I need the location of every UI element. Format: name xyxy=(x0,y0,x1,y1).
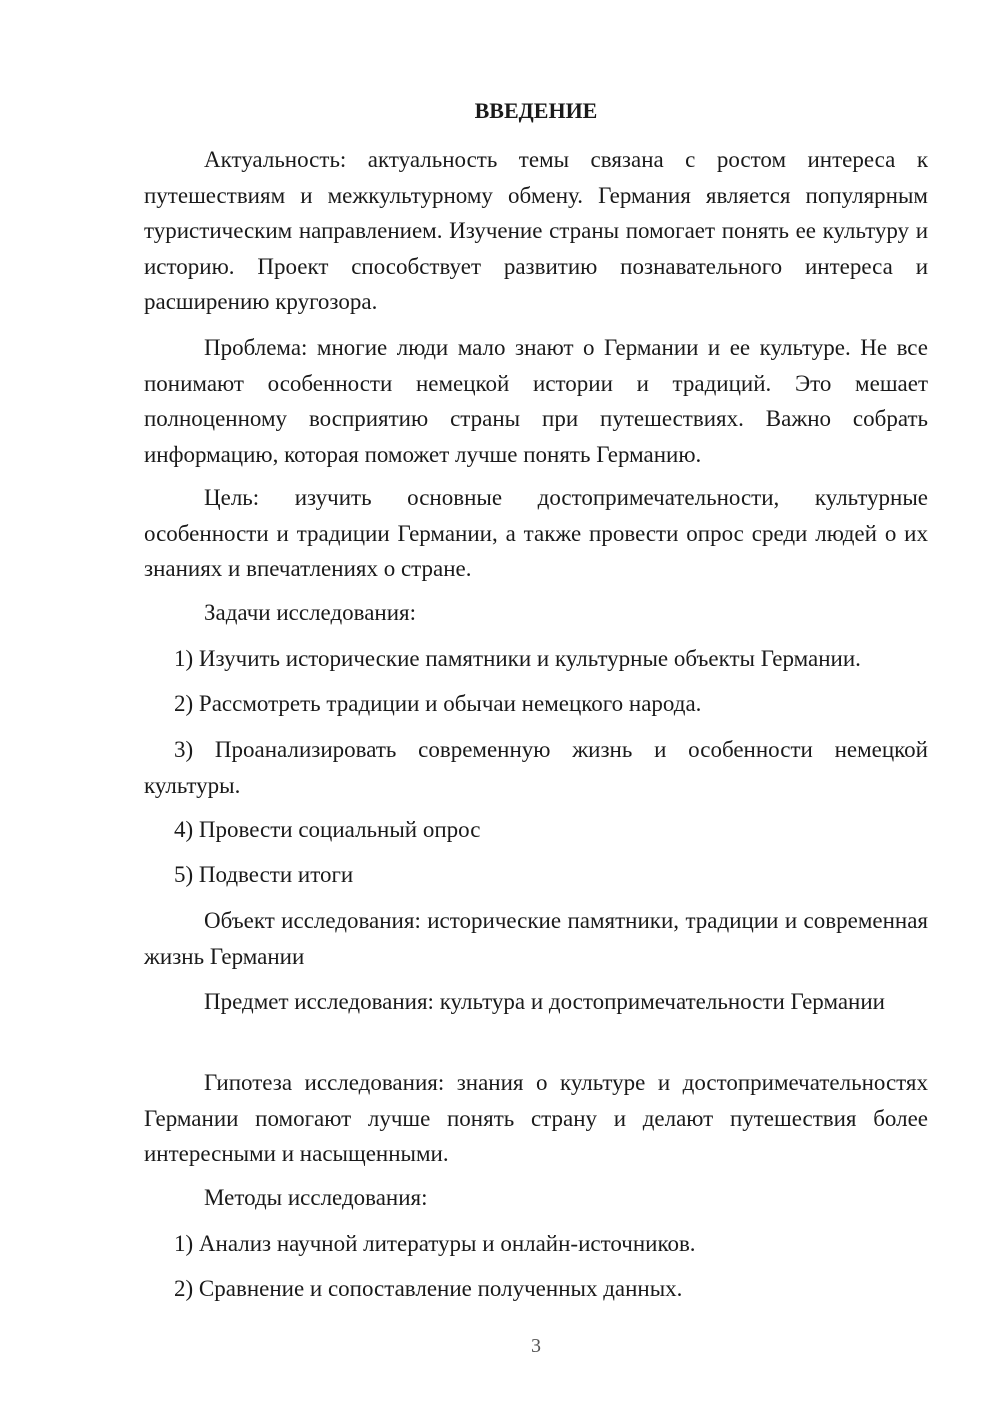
relevance-paragraph: Актуальность: актуальность темы связана с ростом интереса к путешествиям и межкультурному обмену. Германия является популярным туристическим направлением. Изучение страны помогает понять ее культуру и историю. Проект способствует развитию познавательного интереса и расширению кругозора. xyxy=(144,147,928,314)
problem-paragraph: Проблема: многие люди мало знают о Германии и ее культуре. Не все понимают особенности немецкой истории и традиций. Это мешает полноценному восприятию страны при путешествиях. Важно собрать информацию, которая поможет лучше понять Германию. xyxy=(144,335,928,467)
goal-paragraph: Цель: изучить основные достопримечательности, культурные особенности и традиции Германии, а также провести опрос среди людей о их знаниях и впечатлениях о стране. xyxy=(144,485,928,581)
method-item: 1) Анализ научной литературы и онлайн-источников. xyxy=(174,1231,696,1256)
subject-paragraph: Предмет исследования: культура и достопримечательности Германии xyxy=(204,989,885,1014)
section-heading: ВВЕДЕНИЕ xyxy=(474,98,598,123)
task-item: 1) Изучить исторические памятники и культурные объекты Германии. xyxy=(174,646,861,671)
task-item: 4) Провести социальный опрос xyxy=(174,817,481,842)
object-paragraph: Объект исследования: исторические памятники, традиции и современная жизнь Германии xyxy=(144,908,928,969)
task-item: 2) Рассмотреть традиции и обычаи немецкого народа. xyxy=(174,691,702,716)
task-item: 3) Проанализировать современную жизнь и особенности немецкой культуры. xyxy=(144,737,928,798)
document-page xyxy=(144,0,928,1414)
task-item: 5) Подвести итоги xyxy=(174,862,354,887)
methods-heading: Методы исследования: xyxy=(204,1185,428,1210)
hypothesis-paragraph: Гипотеза исследования: знания о культуре и достопримечательностях Германии помогают лучше понять страну и делают путешествия более интересными и насыщенными. xyxy=(144,1070,928,1166)
page-number: 3 xyxy=(531,1335,541,1357)
method-item: 2) Сравнение и сопоставление полученных данных. xyxy=(174,1276,683,1301)
tasks-heading: Задачи исследования: xyxy=(204,600,417,625)
